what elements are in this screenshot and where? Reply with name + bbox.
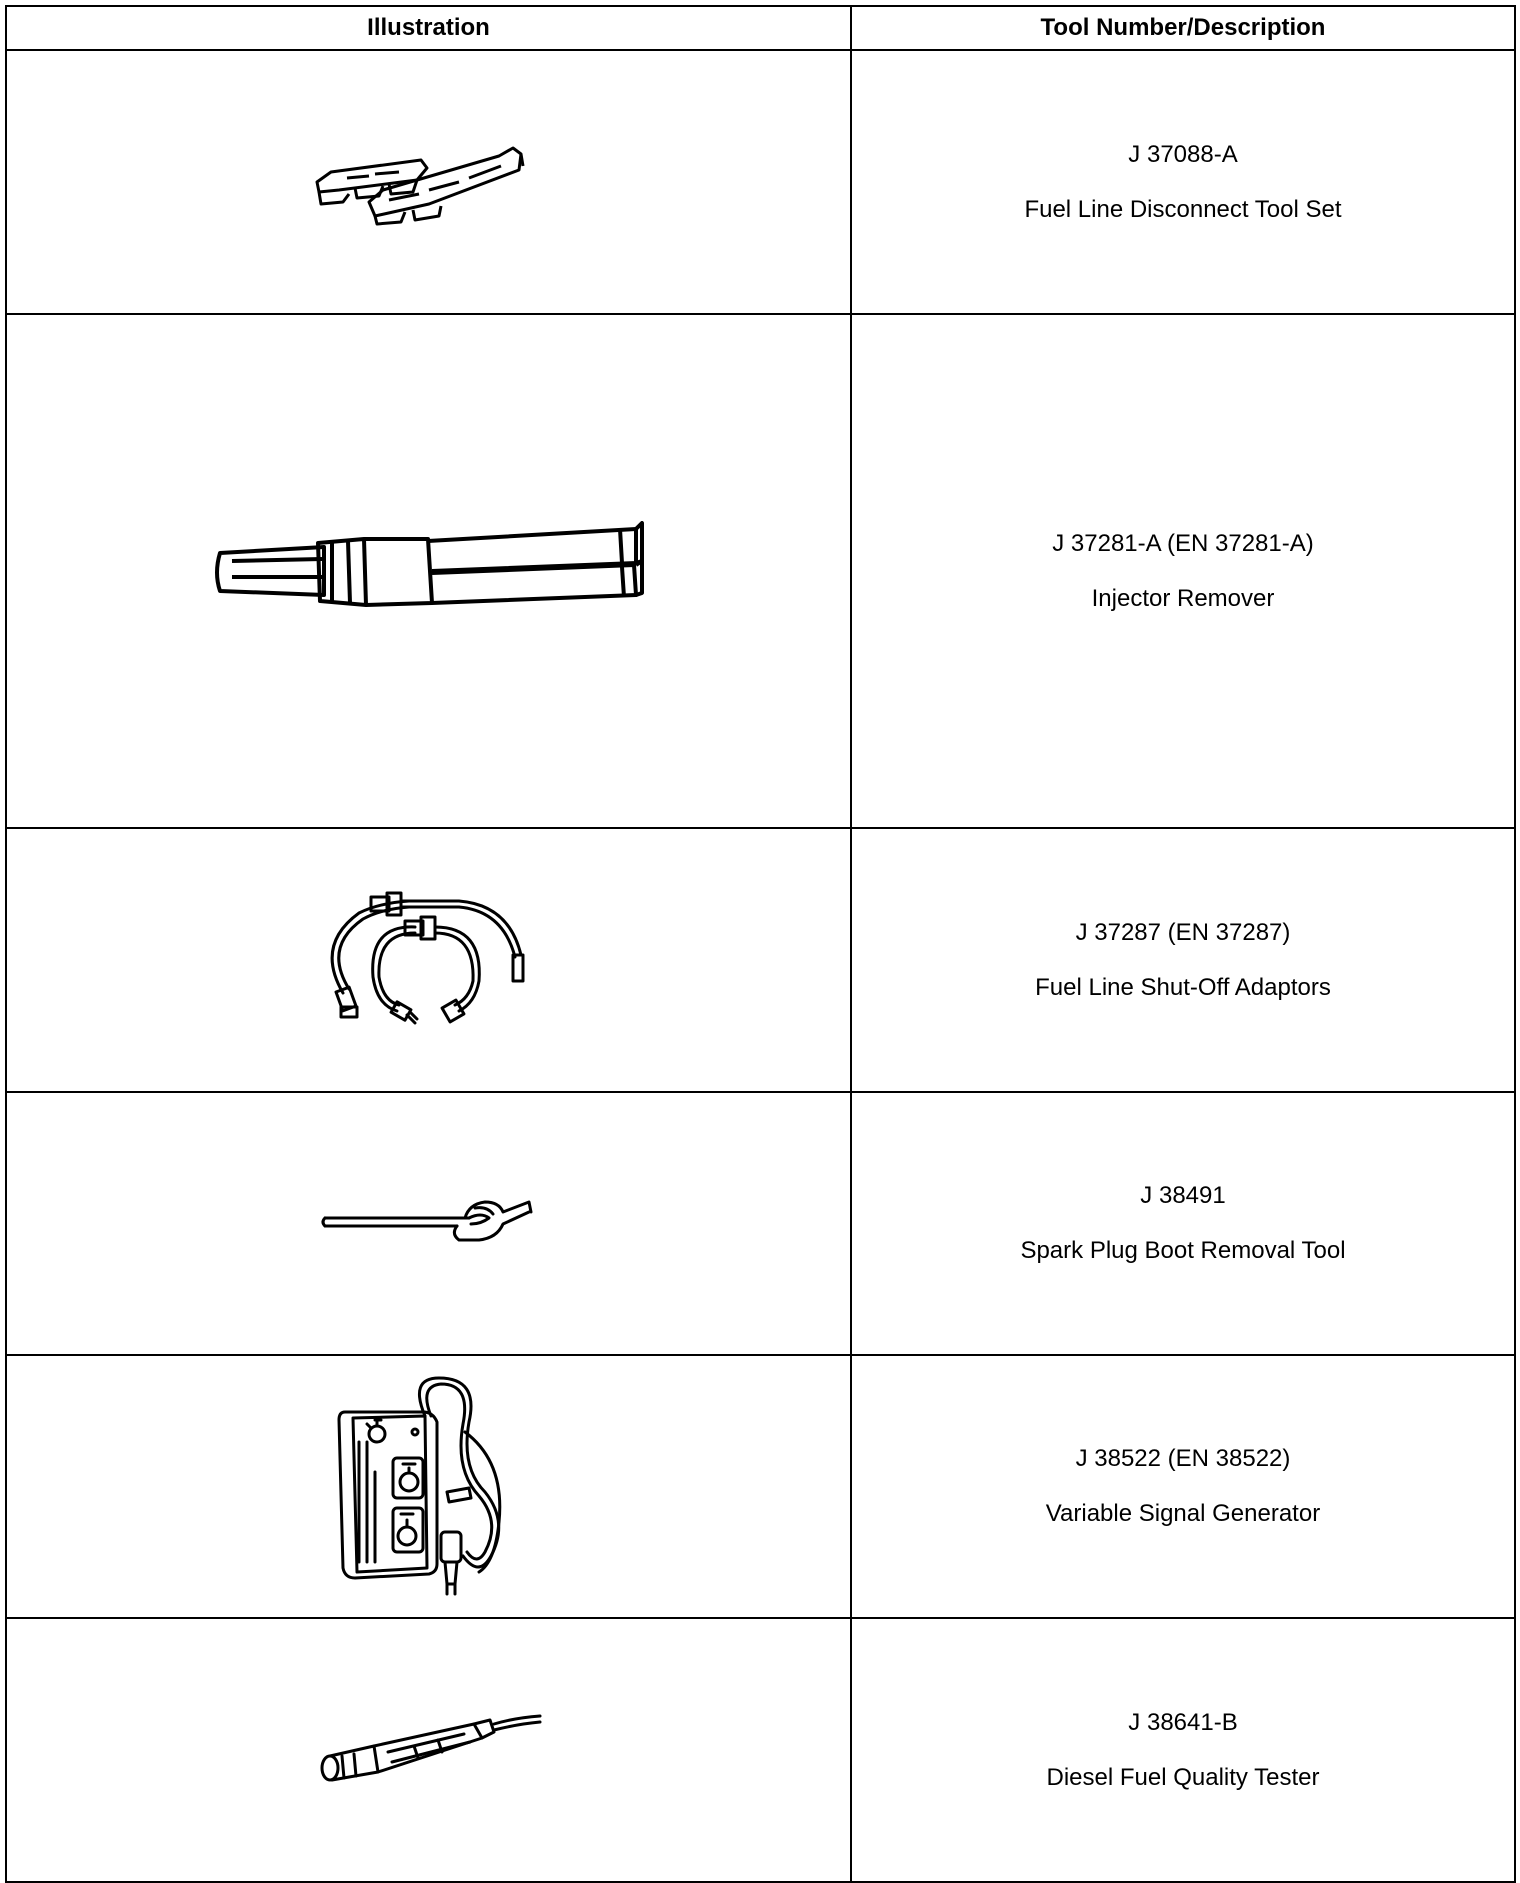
tools-table [5, 5, 1516, 1883]
tool-description: Fuel Line Shut-Off Adaptors [1035, 973, 1331, 1001]
spark-plug-boot-removal-tool-icon [319, 1194, 539, 1254]
illustration-cell [6, 1618, 851, 1882]
tool-description: Fuel Line Disconnect Tool Set [1024, 195, 1342, 223]
injector-remover-icon [214, 521, 644, 621]
tool-number: J 38491 [1140, 1182, 1226, 1209]
illustration-cell [6, 1092, 851, 1355]
illustration-cell [6, 314, 851, 828]
illustration-cell [6, 1355, 851, 1618]
tool-number: J 37287 (EN 37287) [1075, 918, 1291, 946]
tool-description: Diesel Fuel Quality Tester [1046, 1763, 1320, 1791]
tool-number: J 38522 (EN 38522) [1075, 1445, 1291, 1472]
tool-description-cell [851, 1618, 1515, 1882]
illustration-cell [6, 828, 851, 1092]
table-row [6, 50, 1515, 314]
fuel-line-shutoff-adaptors-icon [319, 885, 539, 1035]
header-tool-number-description: Tool Number/Description [851, 6, 1515, 50]
table-row [6, 828, 1515, 1092]
illustration-cell [6, 50, 851, 314]
tool-description-cell [851, 50, 1515, 314]
table-row [6, 314, 1515, 828]
fuel-line-disconnect-tool-icon [309, 132, 549, 232]
tool-description-cell [851, 828, 1515, 1092]
header-illustration: Illustration [6, 6, 851, 50]
tool-description: Injector Remover [1091, 584, 1275, 612]
tool-number: J 37281-A (EN 37281-A) [1052, 529, 1314, 557]
tool-description-cell [851, 1355, 1515, 1618]
table-row [6, 1355, 1515, 1618]
diesel-fuel-quality-tester-icon [314, 1710, 544, 1790]
tool-description-cell [851, 1092, 1515, 1355]
header-row [6, 6, 1515, 50]
tool-description: Variable Signal Generator [1045, 1500, 1321, 1527]
table-row [6, 1618, 1515, 1882]
tool-description: Spark Plug Boot Removal Tool [1020, 1237, 1346, 1264]
tool-description-cell [851, 314, 1515, 828]
tool-number: J 38641-B [1128, 1708, 1238, 1736]
tool-number: J 37088-A [1128, 140, 1238, 168]
table-row [6, 1092, 1515, 1355]
variable-signal-generator-icon [329, 1372, 529, 1602]
